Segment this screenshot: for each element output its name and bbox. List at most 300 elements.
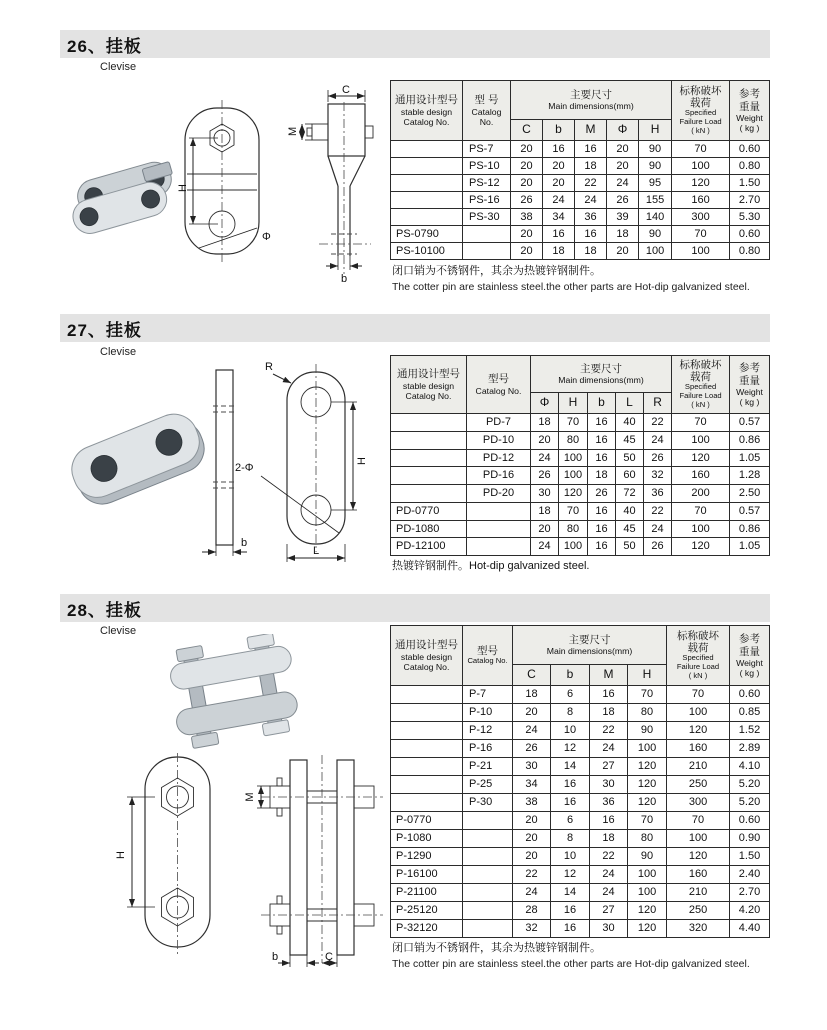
dim-label-H: H xyxy=(115,851,127,859)
table-row xyxy=(391,520,770,538)
dim-label-M: M xyxy=(287,126,299,136)
table-cell: 36 xyxy=(575,209,607,226)
table-cell: 5.20 xyxy=(730,794,770,812)
table-row xyxy=(391,243,770,260)
table-cell: 16 xyxy=(551,794,590,812)
section-27-title: 27、挂板 xyxy=(67,320,142,340)
table-cell: 22 xyxy=(575,175,607,192)
col-header-main-dimensions: 主要尺寸 Main dimensions(mm) xyxy=(531,356,672,393)
table-cell: 24 xyxy=(531,538,559,556)
table-cell xyxy=(391,209,463,226)
table-row xyxy=(391,776,770,794)
table-cell: 18 xyxy=(531,502,559,520)
table-row xyxy=(391,175,770,192)
table-cell: 24 xyxy=(590,866,628,884)
table-cell xyxy=(391,485,467,503)
dim-label-M: M xyxy=(244,792,256,802)
table-cell: 120 xyxy=(667,848,730,866)
table-cell: 20 xyxy=(513,812,551,830)
table-cell xyxy=(391,414,467,432)
table-cell: 26 xyxy=(644,538,672,556)
table-cell: 24 xyxy=(644,431,672,449)
dim-col-header: Φ xyxy=(531,393,559,414)
note-en: The cotter pin are stainless steel.the other parts are Hot-dip galvanized steel. xyxy=(392,281,750,293)
col-header-main-dimensions: 主要尺寸 Main dimensions(mm) xyxy=(513,626,667,665)
table-cell: 90 xyxy=(628,722,667,740)
table-cell: PD-0770 xyxy=(391,502,467,520)
table-cell: 100 xyxy=(628,740,667,758)
table-cell xyxy=(391,686,463,704)
col-header-failure-load: 标称破坏 载荷 Specified Failure Load ( kN ) xyxy=(672,81,730,141)
table-cell: PD-7 xyxy=(467,414,531,432)
table-cell: 2.50 xyxy=(730,485,770,503)
table-cell: 0.80 xyxy=(730,243,770,260)
section-27-notes xyxy=(392,557,772,576)
table-cell: 200 xyxy=(672,485,730,503)
note-en: The cotter pin are stainless steel.the other parts are Hot-dip galvanized steel. xyxy=(392,958,750,970)
table-cell: 70 xyxy=(672,141,730,158)
table-cell: 0.60 xyxy=(730,812,770,830)
table-cell: 20 xyxy=(511,226,543,243)
table-cell: 18 xyxy=(513,686,551,704)
table-cell: 16 xyxy=(590,686,628,704)
table-cell: 50 xyxy=(616,538,644,556)
dim-label-b: b xyxy=(271,951,279,963)
table-cell: 0.90 xyxy=(730,830,770,848)
table-cell: 24 xyxy=(590,884,628,902)
table-cell: 100 xyxy=(628,884,667,902)
side-view-drawing xyxy=(244,755,383,967)
table-cell: 4.40 xyxy=(730,920,770,938)
table-cell: 120 xyxy=(628,758,667,776)
table-cell: 40 xyxy=(616,502,644,520)
table-cell xyxy=(463,830,513,848)
table-cell: 16 xyxy=(543,226,575,243)
section-26-title: 26、挂板 xyxy=(67,36,142,56)
table-cell: 120 xyxy=(559,485,588,503)
table-row xyxy=(391,192,770,209)
dim-label-2phi: 2-Φ xyxy=(235,462,254,474)
col-header-weight: 参考 重量 Weight ( kg ) xyxy=(730,626,770,686)
table-cell: 34 xyxy=(513,776,551,794)
dim-col-header: H xyxy=(628,665,667,686)
table-cell: 1.05 xyxy=(730,449,770,467)
table-cell: 30 xyxy=(531,485,559,503)
table-cell: PS-12 xyxy=(463,175,511,192)
table-cell: 28 xyxy=(513,902,551,920)
table-cell: 18 xyxy=(575,158,607,175)
table-cell xyxy=(391,740,463,758)
table-cell: 16 xyxy=(588,520,616,538)
table-cell xyxy=(463,812,513,830)
table-cell: 1.28 xyxy=(730,467,770,485)
table-cell: 120 xyxy=(672,175,730,192)
table-cell: 18 xyxy=(588,467,616,485)
table-cell: 24 xyxy=(543,192,575,209)
table-cell: 26 xyxy=(644,449,672,467)
table-cell: 20 xyxy=(607,158,639,175)
table-cell: 18 xyxy=(590,704,628,722)
table-cell: 8 xyxy=(551,830,590,848)
table-cell: 5.30 xyxy=(730,209,770,226)
side-view-drawing xyxy=(287,84,373,285)
table-cell: 120 xyxy=(628,920,667,938)
table-cell: 5.20 xyxy=(730,776,770,794)
table-row xyxy=(391,538,770,556)
clevis-product-photo xyxy=(64,158,182,238)
table-cell: 100 xyxy=(672,520,730,538)
table-cell: 0.80 xyxy=(730,158,770,175)
table-cell xyxy=(391,794,463,812)
table-cell: 10 xyxy=(551,722,590,740)
table-cell: 14 xyxy=(551,758,590,776)
table-cell: 38 xyxy=(511,209,543,226)
table-cell: 300 xyxy=(672,209,730,226)
table-cell: 10 xyxy=(551,848,590,866)
table-cell xyxy=(463,884,513,902)
table-cell xyxy=(391,776,463,794)
front-view-drawing xyxy=(177,100,271,262)
table-cell: 120 xyxy=(628,776,667,794)
table-cell xyxy=(391,722,463,740)
table-row xyxy=(391,848,770,866)
table-cell: 90 xyxy=(639,158,672,175)
table-cell xyxy=(391,449,467,467)
table-cell: 0.85 xyxy=(730,704,770,722)
table-cell: 16 xyxy=(588,502,616,520)
table-cell: PS-30 xyxy=(463,209,511,226)
table-cell: P-30 xyxy=(463,794,513,812)
table-row xyxy=(391,467,770,485)
table-cell: 24 xyxy=(513,884,551,902)
table-cell: 100 xyxy=(672,431,730,449)
col-header-catalog: 型 号 Catalog No. xyxy=(463,81,511,141)
table-cell: 0.57 xyxy=(730,502,770,520)
table-cell: 120 xyxy=(628,902,667,920)
table-cell xyxy=(467,538,531,556)
col-header-weight: 参考 重量 Weight ( kg ) xyxy=(730,81,770,141)
table-cell xyxy=(467,502,531,520)
table-cell: 32 xyxy=(513,920,551,938)
dim-label-b: b xyxy=(241,537,248,549)
table-cell: 2.89 xyxy=(730,740,770,758)
table-cell: 36 xyxy=(644,485,672,503)
table-cell: 210 xyxy=(667,758,730,776)
section-28-photo xyxy=(150,634,325,749)
table-cell: 34 xyxy=(543,209,575,226)
table-cell: 4.20 xyxy=(730,902,770,920)
table-cell: 26 xyxy=(607,192,639,209)
table-cell: P-7 xyxy=(463,686,513,704)
table-row xyxy=(391,209,770,226)
table-row xyxy=(391,830,770,848)
table-cell: 30 xyxy=(513,758,551,776)
table-cell: 24 xyxy=(607,175,639,192)
dim-col-header: b xyxy=(588,393,616,414)
table-cell: PD-16 xyxy=(467,467,531,485)
front-view-drawing xyxy=(115,753,210,955)
table-cell: 72 xyxy=(616,485,644,503)
table-cell: 20 xyxy=(543,175,575,192)
table-cell: P-1080 xyxy=(391,830,463,848)
table-cell: 20 xyxy=(511,175,543,192)
table-cell: PD-10 xyxy=(467,431,531,449)
table-cell: 22 xyxy=(513,866,551,884)
table-cell: 16 xyxy=(588,414,616,432)
table-cell: PD-1080 xyxy=(391,520,467,538)
note: 热镀锌钢制件。Hot-dip galvanized steel. xyxy=(392,560,590,572)
table-cell: P-32120 xyxy=(391,920,463,938)
table-cell: PS-10 xyxy=(463,158,511,175)
table-row xyxy=(391,812,770,830)
table-cell: P-25120 xyxy=(391,902,463,920)
table-row xyxy=(391,902,770,920)
table-cell xyxy=(391,431,467,449)
table-cell: 160 xyxy=(672,192,730,209)
table-cell: 12 xyxy=(551,740,590,758)
table-cell: 22 xyxy=(590,848,628,866)
table-cell: 26 xyxy=(588,485,616,503)
dim-label-C: C xyxy=(342,84,350,96)
table-row xyxy=(391,740,770,758)
col-header-failure-load: 标称破坏 载荷 Specified Failure Load ( kN ) xyxy=(667,626,730,686)
table-cell: 120 xyxy=(667,722,730,740)
table-cell: 2.40 xyxy=(730,866,770,884)
table-cell: 45 xyxy=(616,520,644,538)
table-cell: 100 xyxy=(559,538,588,556)
table-row xyxy=(391,226,770,243)
table-cell: 120 xyxy=(628,794,667,812)
table-cell: 70 xyxy=(667,686,730,704)
table-cell: 250 xyxy=(667,902,730,920)
table-cell: 90 xyxy=(639,141,672,158)
section-27-subtitle: Clevise xyxy=(100,346,137,358)
table-cell: 80 xyxy=(628,704,667,722)
table-cell: 45 xyxy=(616,431,644,449)
table-cell xyxy=(463,866,513,884)
col-header-stable-design: 通用设计型号 stable design Catalog No. xyxy=(391,626,463,686)
table-cell: 2.70 xyxy=(730,192,770,209)
table-cell: 22 xyxy=(590,722,628,740)
table-cell: 0.86 xyxy=(730,520,770,538)
table-cell: 20 xyxy=(531,431,559,449)
dim-col-header: C xyxy=(513,665,551,686)
spec-table-27 xyxy=(390,355,770,556)
table-cell: 1.05 xyxy=(730,538,770,556)
table-cell: 16 xyxy=(551,902,590,920)
dim-col-header: R xyxy=(644,393,672,414)
table-cell: 20 xyxy=(543,158,575,175)
col-header-stable-design: 通用设计型号 stable design Catalog No. xyxy=(391,356,467,414)
table-cell: 80 xyxy=(559,431,588,449)
table-cell: 24 xyxy=(513,722,551,740)
table-cell xyxy=(391,175,463,192)
dim-label-b: b xyxy=(340,273,348,285)
table-cell: P-21100 xyxy=(391,884,463,902)
table-cell: 39 xyxy=(607,209,639,226)
table-cell: 24 xyxy=(575,192,607,209)
table-cell: PD-12 xyxy=(467,449,531,467)
table-cell: 16 xyxy=(588,431,616,449)
section-28-title: 28、挂板 xyxy=(67,600,142,620)
table-cell: 100 xyxy=(672,243,730,260)
table-cell: 36 xyxy=(590,794,628,812)
dim-col-header: H xyxy=(559,393,588,414)
dim-label-R: R xyxy=(265,361,273,373)
dim-label-L: L xyxy=(312,545,320,557)
table-cell: 18 xyxy=(575,243,607,260)
table-cell: 60 xyxy=(616,467,644,485)
table-cell: 120 xyxy=(672,538,730,556)
table-cell: 140 xyxy=(639,209,672,226)
table-cell: 90 xyxy=(639,226,672,243)
table-cell: PS-10100 xyxy=(391,243,463,260)
table-cell: 16 xyxy=(588,449,616,467)
table-cell: 0.57 xyxy=(730,414,770,432)
table-cell: 70 xyxy=(672,502,730,520)
col-header-main-dimensions: 主要尺寸 Main dimensions(mm) xyxy=(511,81,672,120)
table-cell: 38 xyxy=(513,794,551,812)
table-cell: 12 xyxy=(551,866,590,884)
table-cell: P-21 xyxy=(463,758,513,776)
table-cell xyxy=(467,520,531,538)
table-cell: 20 xyxy=(511,243,543,260)
table-row xyxy=(391,686,770,704)
section-28-notes xyxy=(392,939,772,970)
table-cell: 1.50 xyxy=(730,848,770,866)
table-cell: 0.60 xyxy=(730,686,770,704)
table-row xyxy=(391,722,770,740)
dim-label-phi: Φ xyxy=(262,231,271,243)
table-cell: 120 xyxy=(672,449,730,467)
table-cell: 320 xyxy=(667,920,730,938)
table-cell: 100 xyxy=(672,158,730,175)
table-cell: 1.50 xyxy=(730,175,770,192)
table-cell xyxy=(391,141,463,158)
table-cell: 20 xyxy=(513,830,551,848)
table-cell: 18 xyxy=(531,414,559,432)
table-cell: 24 xyxy=(590,740,628,758)
table-cell: 24 xyxy=(531,449,559,467)
table-cell: 16 xyxy=(575,141,607,158)
table-cell: 30 xyxy=(590,920,628,938)
section-27-drawings xyxy=(60,360,385,565)
section-26-notes xyxy=(392,262,772,293)
table-row xyxy=(391,502,770,520)
col-header-weight: 参考 重量 Weight ( kg ) xyxy=(730,356,770,414)
table-cell: P-25 xyxy=(463,776,513,794)
table-row xyxy=(391,431,770,449)
table-cell: 160 xyxy=(667,866,730,884)
table-cell: PS-0790 xyxy=(391,226,463,243)
table-cell: 70 xyxy=(628,812,667,830)
table-cell: 70 xyxy=(559,414,588,432)
table-cell: 100 xyxy=(559,449,588,467)
table-cell: 100 xyxy=(628,866,667,884)
table-cell: 2.70 xyxy=(730,884,770,902)
table-cell: P-1290 xyxy=(391,848,463,866)
table-cell: 160 xyxy=(672,467,730,485)
table-row xyxy=(391,414,770,432)
table-cell: 16 xyxy=(551,776,590,794)
table-cell: P-10 xyxy=(463,704,513,722)
dim-col-header: M xyxy=(575,120,607,141)
table-cell xyxy=(463,902,513,920)
table-cell: P-0770 xyxy=(391,812,463,830)
table-cell: 50 xyxy=(616,449,644,467)
table-cell: 26 xyxy=(531,467,559,485)
table-row xyxy=(391,758,770,776)
table-cell: 22 xyxy=(644,502,672,520)
table-cell: 100 xyxy=(667,830,730,848)
table-cell: 16 xyxy=(575,226,607,243)
section-27-header-bar xyxy=(60,314,770,342)
table-cell: 40 xyxy=(616,414,644,432)
table-cell: 14 xyxy=(551,884,590,902)
table-cell: 4.10 xyxy=(730,758,770,776)
table-cell: PS-7 xyxy=(463,141,511,158)
table-cell: 27 xyxy=(590,758,628,776)
table-cell: 20 xyxy=(511,141,543,158)
dim-col-header: Φ xyxy=(607,120,639,141)
table-cell: 26 xyxy=(513,740,551,758)
section-28-subtitle: Clevise xyxy=(100,625,137,637)
table-cell: 100 xyxy=(639,243,672,260)
table-cell: 8 xyxy=(551,704,590,722)
table-cell: 6 xyxy=(551,812,590,830)
table-cell xyxy=(391,158,463,175)
col-header-stable-design: 通用设计型号 stable design Catalog No. xyxy=(391,81,463,141)
section-28-drawings xyxy=(60,752,390,967)
table-cell: 16 xyxy=(551,920,590,938)
table-row xyxy=(391,920,770,938)
section-28-header-bar xyxy=(60,594,770,622)
table-cell: PD-12100 xyxy=(391,538,467,556)
section-26-drawings xyxy=(60,84,385,289)
table-cell: 300 xyxy=(667,794,730,812)
table-cell xyxy=(463,848,513,866)
table-cell: 70 xyxy=(672,226,730,243)
table-cell: 20 xyxy=(531,520,559,538)
table-cell: 20 xyxy=(511,158,543,175)
table-cell: PS-16 xyxy=(463,192,511,209)
table-cell: 100 xyxy=(667,704,730,722)
table-row xyxy=(391,866,770,884)
table-cell: 16 xyxy=(590,812,628,830)
dim-label-H: H xyxy=(177,184,189,192)
table-row xyxy=(391,485,770,503)
table-cell: 0.60 xyxy=(730,226,770,243)
table-cell xyxy=(463,243,511,260)
dim-label-H: H xyxy=(356,457,368,465)
table-row xyxy=(391,449,770,467)
table-cell: 210 xyxy=(667,884,730,902)
table-cell: 20 xyxy=(607,243,639,260)
table-cell: 20 xyxy=(607,141,639,158)
dim-col-header: b xyxy=(551,665,590,686)
dim-label-C: C xyxy=(325,951,333,963)
col-header-catalog: 型号 Catalog No. xyxy=(467,356,531,414)
table-cell: 26 xyxy=(511,192,543,209)
table-cell: 6 xyxy=(551,686,590,704)
spec-table-26 xyxy=(390,80,770,260)
table-row xyxy=(391,704,770,722)
dim-col-header: H xyxy=(639,120,672,141)
table-cell: P-12 xyxy=(463,722,513,740)
table-cell xyxy=(391,192,463,209)
table-cell: 18 xyxy=(543,243,575,260)
table-cell: 20 xyxy=(513,848,551,866)
